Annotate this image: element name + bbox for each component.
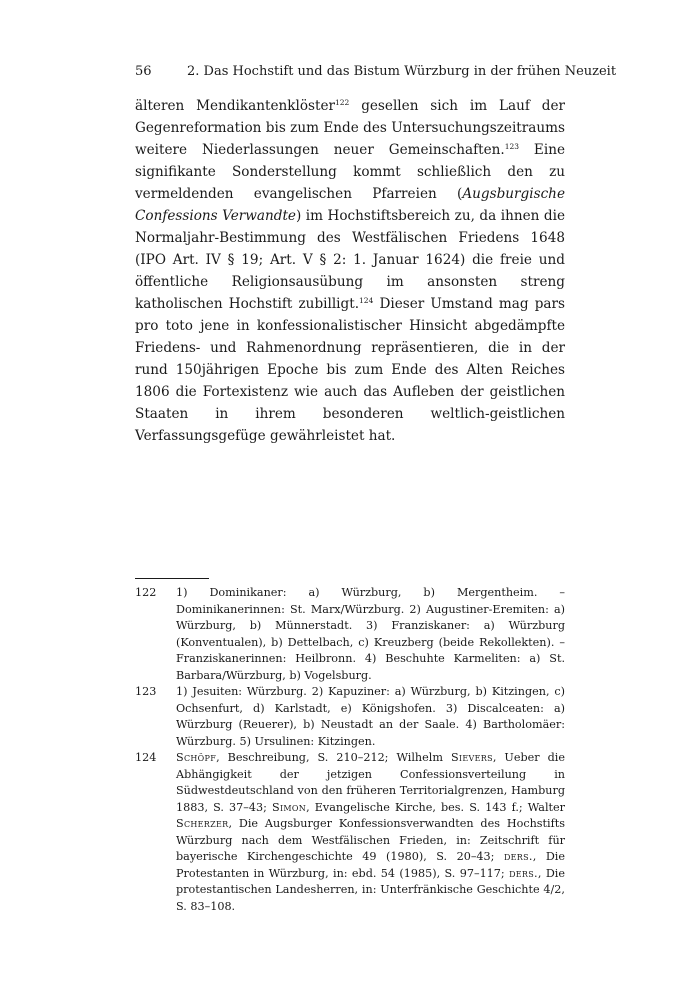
footnote-number: 122 [135,586,157,599]
footnote-ref-124[interactable]: 124 [359,296,374,305]
footnote-number: 123 [135,685,157,698]
italic-term: Augsburgische Confessions Verwandte [135,186,565,224]
author-name: Scherzer [176,817,229,830]
body-segment: ) im Hochstiftsbereich zu, da ihnen die Normaljahr-Bestimmung des Westfälischen Friedens 1648 (IPO Art. IV § 19; Art. V § 2: 1. Januar 1624) die freie und öffentliche Religionsausübung im ansonsten streng katholischen Hochstift zubilligt. [135,208,565,312]
footnote-124 [135,750,565,915]
author-name: Simon [272,800,307,814]
chapter-title: 2. Das Hochstift und das Bistum Würzburg in der frühen Neuzeit [187,64,617,79]
citation-text: , Die Protestanten in Würzburg, in: ebd. 54 (1985), S. 97–117; [176,850,565,880]
citation-text: , Ueber die Abhängigkeit der jetzigen Confessionsverteilung in Südwestdeutschland von den früheren Territorialgrenzen, Hamburg 1883, S. 37–43; [176,751,565,814]
footnote-122 [135,585,565,684]
author-name: Schöpf [176,751,217,764]
citation-text: , Evangelische Kirche, bes. S. 143 f.; Walter [306,800,565,814]
page-number: 56 [135,64,152,79]
body-segment: älteren Mendikantenklöster [135,98,335,114]
citation-text: , Die Augsburger Konfessionsverwandten des Hochstifts Würzburg nach dem Westfälischen Frieden, in: Zeitschrift für bayerische Kirchengeschichte 49 (1980), S. 20–43; [176,817,565,863]
citation-text: , Die protestantischen Landesherren, in: Unterfränkische Geschichte 4/2, S. 83–108. [176,866,565,913]
running-head [135,62,617,82]
footnote-number: 124 [135,751,157,764]
body-segment: Dieser Umstand mag pars pro toto jene in konfessionalistischer Hinsicht abgedämpfte Friedens- und Rahmenordnung repräsentieren, die in der rund 150jährigen Epoche bis zum Ende des Alten Reiches 1806 die Fortexistenz wie auch das Aufleben der geistlichen Staaten in ihrem besonderen weltlich-geistlichen Verfassungsgefüge gewährleistet hat. [135,296,565,444]
author-name: Sievers [450,751,493,764]
main-text [135,95,565,447]
ibid-author: ders. [503,850,533,863]
footnote-ref-123[interactable]: 123 [504,142,520,151]
ibid-author: ders. [509,866,538,880]
footnote-text: 1) Jesuiten: Würzburg. 2) Kapuziner: a) Würzburg, b) Kitzingen, c) Ochsenfurt, d) Karlstadt, e) Königshofen. 3) Discalceaten: a) Würzburg (Reuerer), b) Neustadt an der Saale. 4) Bartholomäer: Würzburg. 5) Ursulinen: Kitzingen. [176,685,565,748]
footnote-ref-122[interactable]: 122 [335,98,350,107]
footnote-text: 1) Dominikaner: a) Würzburg, b) Mergentheim. – Dominikanerinnen: St. Marx/Würzburg. 2) Augustiner-Eremiten: a) Würzburg, b) Münnerstadt. 3) Franziskaner: a) Würzburg (Konventualen), b) Dettelbach, c) Kreuzberg (beide Rekollekten). – Franziskanerinnen: Heilbronn. 4) Beschuhte Karmeliten: a) St. Barbara/Würzburg, b) Vogelsburg. [176,586,565,682]
footnote-123 [135,684,565,750]
body-segment: Eine signifikante Sonderstellung kommt schließlich den zu vermeldenden evangelischen Pfarreien ( [135,142,565,202]
footnotes [135,585,565,915]
body-segment: gesellen sich im Lauf der Gegenreformation bis zum Ende des Untersuchungszeitraums weitere Niederlassungen neuer Gemeinschaften. [135,98,565,158]
footnote-rule [135,578,209,579]
citation-text: , Beschreibung, S. 210–212; Wilhelm [216,751,451,764]
body-paragraph [135,95,565,447]
